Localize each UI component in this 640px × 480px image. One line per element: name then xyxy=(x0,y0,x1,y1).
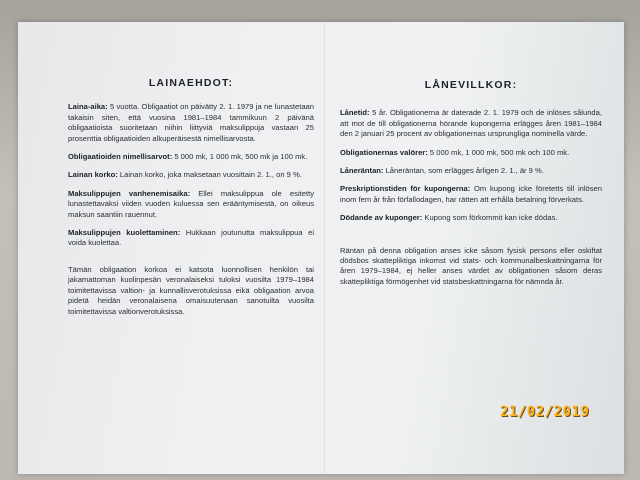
spacer xyxy=(340,232,602,246)
section-dodande xyxy=(340,213,602,223)
section-laneranta xyxy=(340,166,602,176)
section-preskriptionstid xyxy=(340,184,602,205)
section-text: Hukkaan joutunutta maksulippua ei voida kuolettaa. xyxy=(68,228,315,248)
section-heading: Låneräntan: xyxy=(340,166,384,176)
finnish-tax-note: Tämän obligaation korkoa ei katsota luonnollisen henkilön tai jakamattoman kuolinpesän veronalaiseksi tuloksi vuosilta 1979–1984 toimitettavissa valtion- ja kunnallisverotuksissa eikä obligaation arvoa pidetä heidän veronalaisena omaisuutenaan sanotuilta vuosilta toimitettavissa valtionverotuksissa. xyxy=(68,264,314,316)
section-heading: Obligationernas valörer: xyxy=(340,147,428,157)
section-text: Lainan korko, joka maksetaan vuosittain 2. 1., on 9 %. xyxy=(117,170,302,180)
paper-fold-line xyxy=(324,22,326,474)
section-valorer xyxy=(340,148,602,158)
section-heading: Maksulippujen vanhenemisaika: xyxy=(68,188,191,198)
section-text: 5 vuotta. Obligaatiot on päivätty 2. 1. 1979 ja ne lunastetaan takaisin siten, että vuosina 1981–1984 tammikuun 2 päivänä obligaatioista suoritetaan niihin liittyviä maksulippuja vastaan 25 prosenttia obligaatioiden alkuperäisestä nimellisarvosta. xyxy=(68,102,314,143)
section-text: Kupong som förkommit kan icke dödas. xyxy=(422,213,558,223)
finnish-terms-column xyxy=(68,78,314,325)
section-text: Ellei maksulippua ole esitetty lunastettavaksi viiden vuoden kuluessa sen erääntymisestä, on oikeus maksun saantiin rauennut. xyxy=(68,188,314,219)
swedish-title: LÅNEVILLKOR: xyxy=(424,79,518,91)
section-lanetid xyxy=(340,108,602,139)
section-text: 5 000 mk, 1 000 mk, 500 mk ja 100 mk. xyxy=(172,152,308,162)
section-heading: Preskriptionstiden för kupongerna: xyxy=(340,184,471,194)
section-vanhenemisaika xyxy=(68,189,314,220)
swedish-tax-note: Räntan på denna obligation anses icke såsom fysisk persons eller oskiftat dödsbos skattepliktiga inkomst vid stats- och kommunalbeskattningarna för åren 1979–1984, ej heller anses värdet av obligationen såsom deras skattepliktiga förmögenhet vid statsbeskattningarna för nämnda år. xyxy=(340,245,602,286)
section-heading: Maksulippujen kuolettaminen: xyxy=(68,228,181,238)
section-text: Om kupong icke företetts till inlösen inom fem år från förfallodagen, har rätten att erhålla betalning förverkats. xyxy=(340,184,603,204)
section-heading: Dödande av kuponger: xyxy=(340,213,423,223)
section-text: 5 år. Obligationerna är daterade 2. 1. 1979 och de inlöses sålunda, att mot de till obligationerna hörande kupongerna erlägges åren 1981–1984 den 2 januari 25 procent av obligationernas ursprungliga nominella värde. xyxy=(340,108,602,139)
section-heading: Lainan korko: xyxy=(68,170,118,180)
section-heading: Laina-aika: xyxy=(68,102,108,112)
section-text: 5 000 mk, 1 000 mk, 500 mk och 100 mk. xyxy=(427,147,570,157)
section-text: Låneräntan, som erlägges årligen 2. 1., är 9 %. xyxy=(383,166,544,176)
finnish-title: LAINAEHDOT: xyxy=(148,77,234,89)
spacer xyxy=(68,257,314,265)
section-kuolettaminen xyxy=(68,228,314,249)
section-laina-aika xyxy=(68,102,314,144)
date-stamp: 21/02/2019 xyxy=(500,404,590,420)
section-nimellisarvot xyxy=(68,152,314,162)
section-lainan-korko xyxy=(68,170,314,180)
swedish-terms-column xyxy=(340,80,602,295)
section-heading: Obligaatioiden nimellisarvot: xyxy=(68,152,173,162)
section-heading: Lånetid: xyxy=(340,108,370,118)
